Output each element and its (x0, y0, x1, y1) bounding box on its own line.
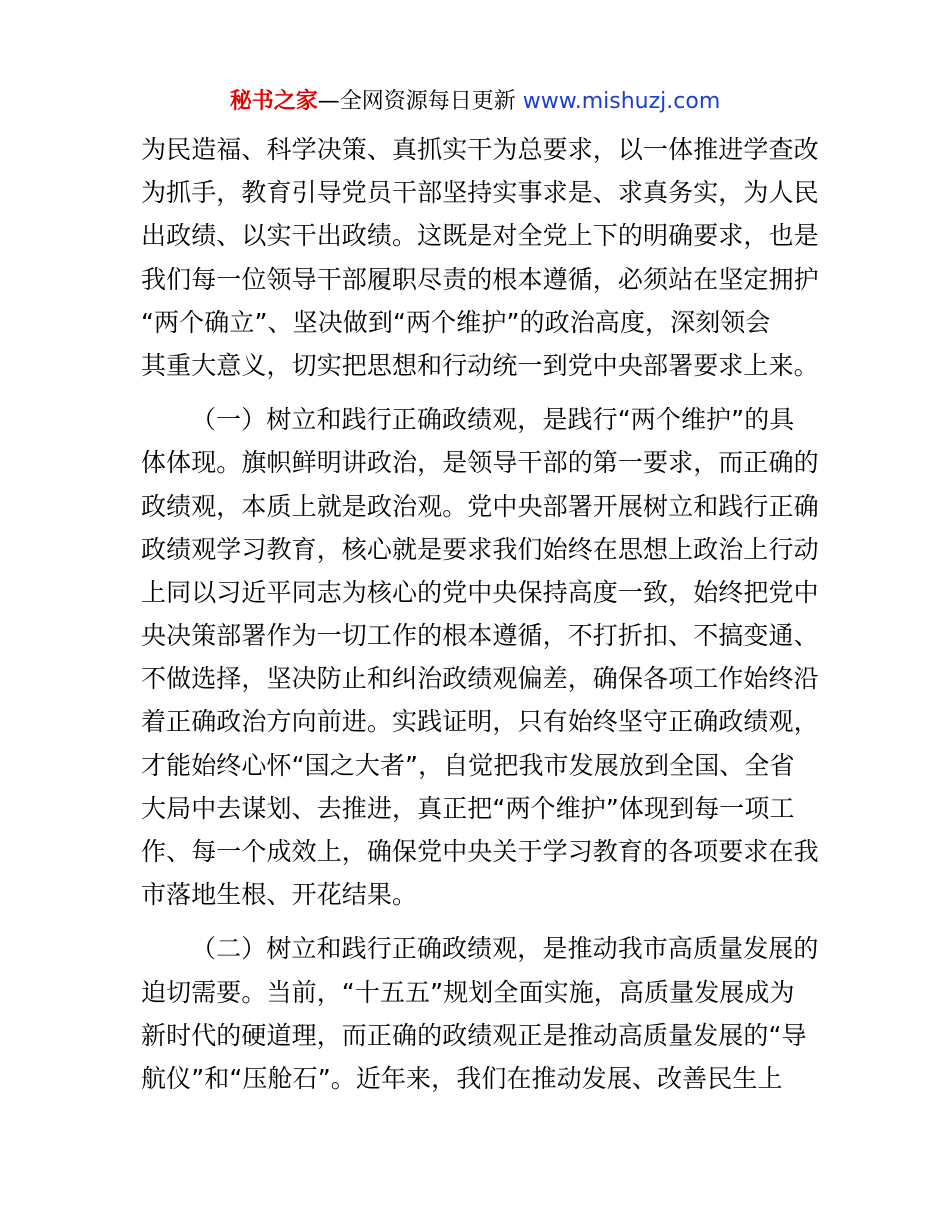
text-line: “两个确立”、坚决做到“两个维护”的政治高度，深刻领会 (141, 307, 771, 337)
paragraph (141, 128, 821, 387)
text-line: 为民造福、科学决策、真抓实干为总要求，以一体推进学查改 (141, 135, 819, 164)
site-url-link[interactable]: www.mishuzj.com (522, 89, 721, 114)
text-line: 政绩观学习教育，核心就是要求我们始终在思想上政治上行动 (141, 534, 819, 564)
text-line: 航仪”和“压舱石”。近年来，我们在推动发展、改善民生上 (141, 1063, 783, 1093)
text-line: 为抓手，教育引导党员干部坚持实事求是、求真务实，为人民 (141, 178, 819, 208)
text-line: 市落地生根、开花结果。 (141, 880, 418, 910)
site-header (0, 86, 950, 118)
paragraph (141, 927, 821, 1100)
text-line: 体体现。旗帜鲜明讲政治，是领导干部的第一要求，而正确的 (141, 448, 819, 478)
text-line: 不做选择，坚决防止和纠治政绩观偏差，确保各项工作始终沿 (141, 664, 819, 694)
text-line: 我们每一位领导干部履职尽责的根本遵循，必须站在坚定拥护 (141, 264, 819, 294)
site-tagline: —全网资源每日更新 (317, 89, 523, 114)
text-line: 大局中去谋划、去推进，真正把“两个维护”体现到每一项工 (141, 793, 795, 823)
document-body (141, 128, 821, 1100)
paragraph-gap (141, 916, 821, 927)
text-line: 上同以习近平同志为核心的党中央保持高度一致，始终把党中 (141, 577, 819, 607)
paragraph (141, 398, 821, 916)
text-line: 迫切需要。当前，“十五五”规划全面实施，高质量发展成为 (141, 977, 795, 1007)
text-line: 出政绩、以实干出政绩。这既是对全党上下的明确要求，也是 (141, 221, 819, 251)
text-line: 央决策部署作为一切工作的根本遵循，不打折扣、不搞变通、 (141, 621, 819, 651)
site-brand: 秘书之家 (229, 89, 318, 114)
text-line: （一）树立和践行正确政绩观，是践行“两个维护”的具 (191, 405, 795, 435)
text-line: 作、每一个成效上，确保党中央关于学习教育的各项要求在我 (141, 837, 819, 866)
paragraph-gap (141, 387, 821, 398)
text-line: 新时代的硬道理，而正确的政绩观正是推动高质量发展的“导 (141, 1020, 807, 1050)
text-line: 才能始终心怀“国之大者”，自觉把我市发展放到全国、全省 (141, 750, 795, 780)
text-line: 政绩观，本质上就是政治观。党中央部署开展树立和践行正确 (141, 491, 819, 521)
text-line: 着正确政治方向前进。实践证明，只有始终坚守正确政绩观， (141, 707, 819, 737)
text-line: 其重大意义，切实把思想和行动统一到党中央部署要求上来。 (141, 350, 819, 380)
text-line: （二）树立和践行正确政绩观，是推动我市高质量发展的 (191, 934, 819, 964)
